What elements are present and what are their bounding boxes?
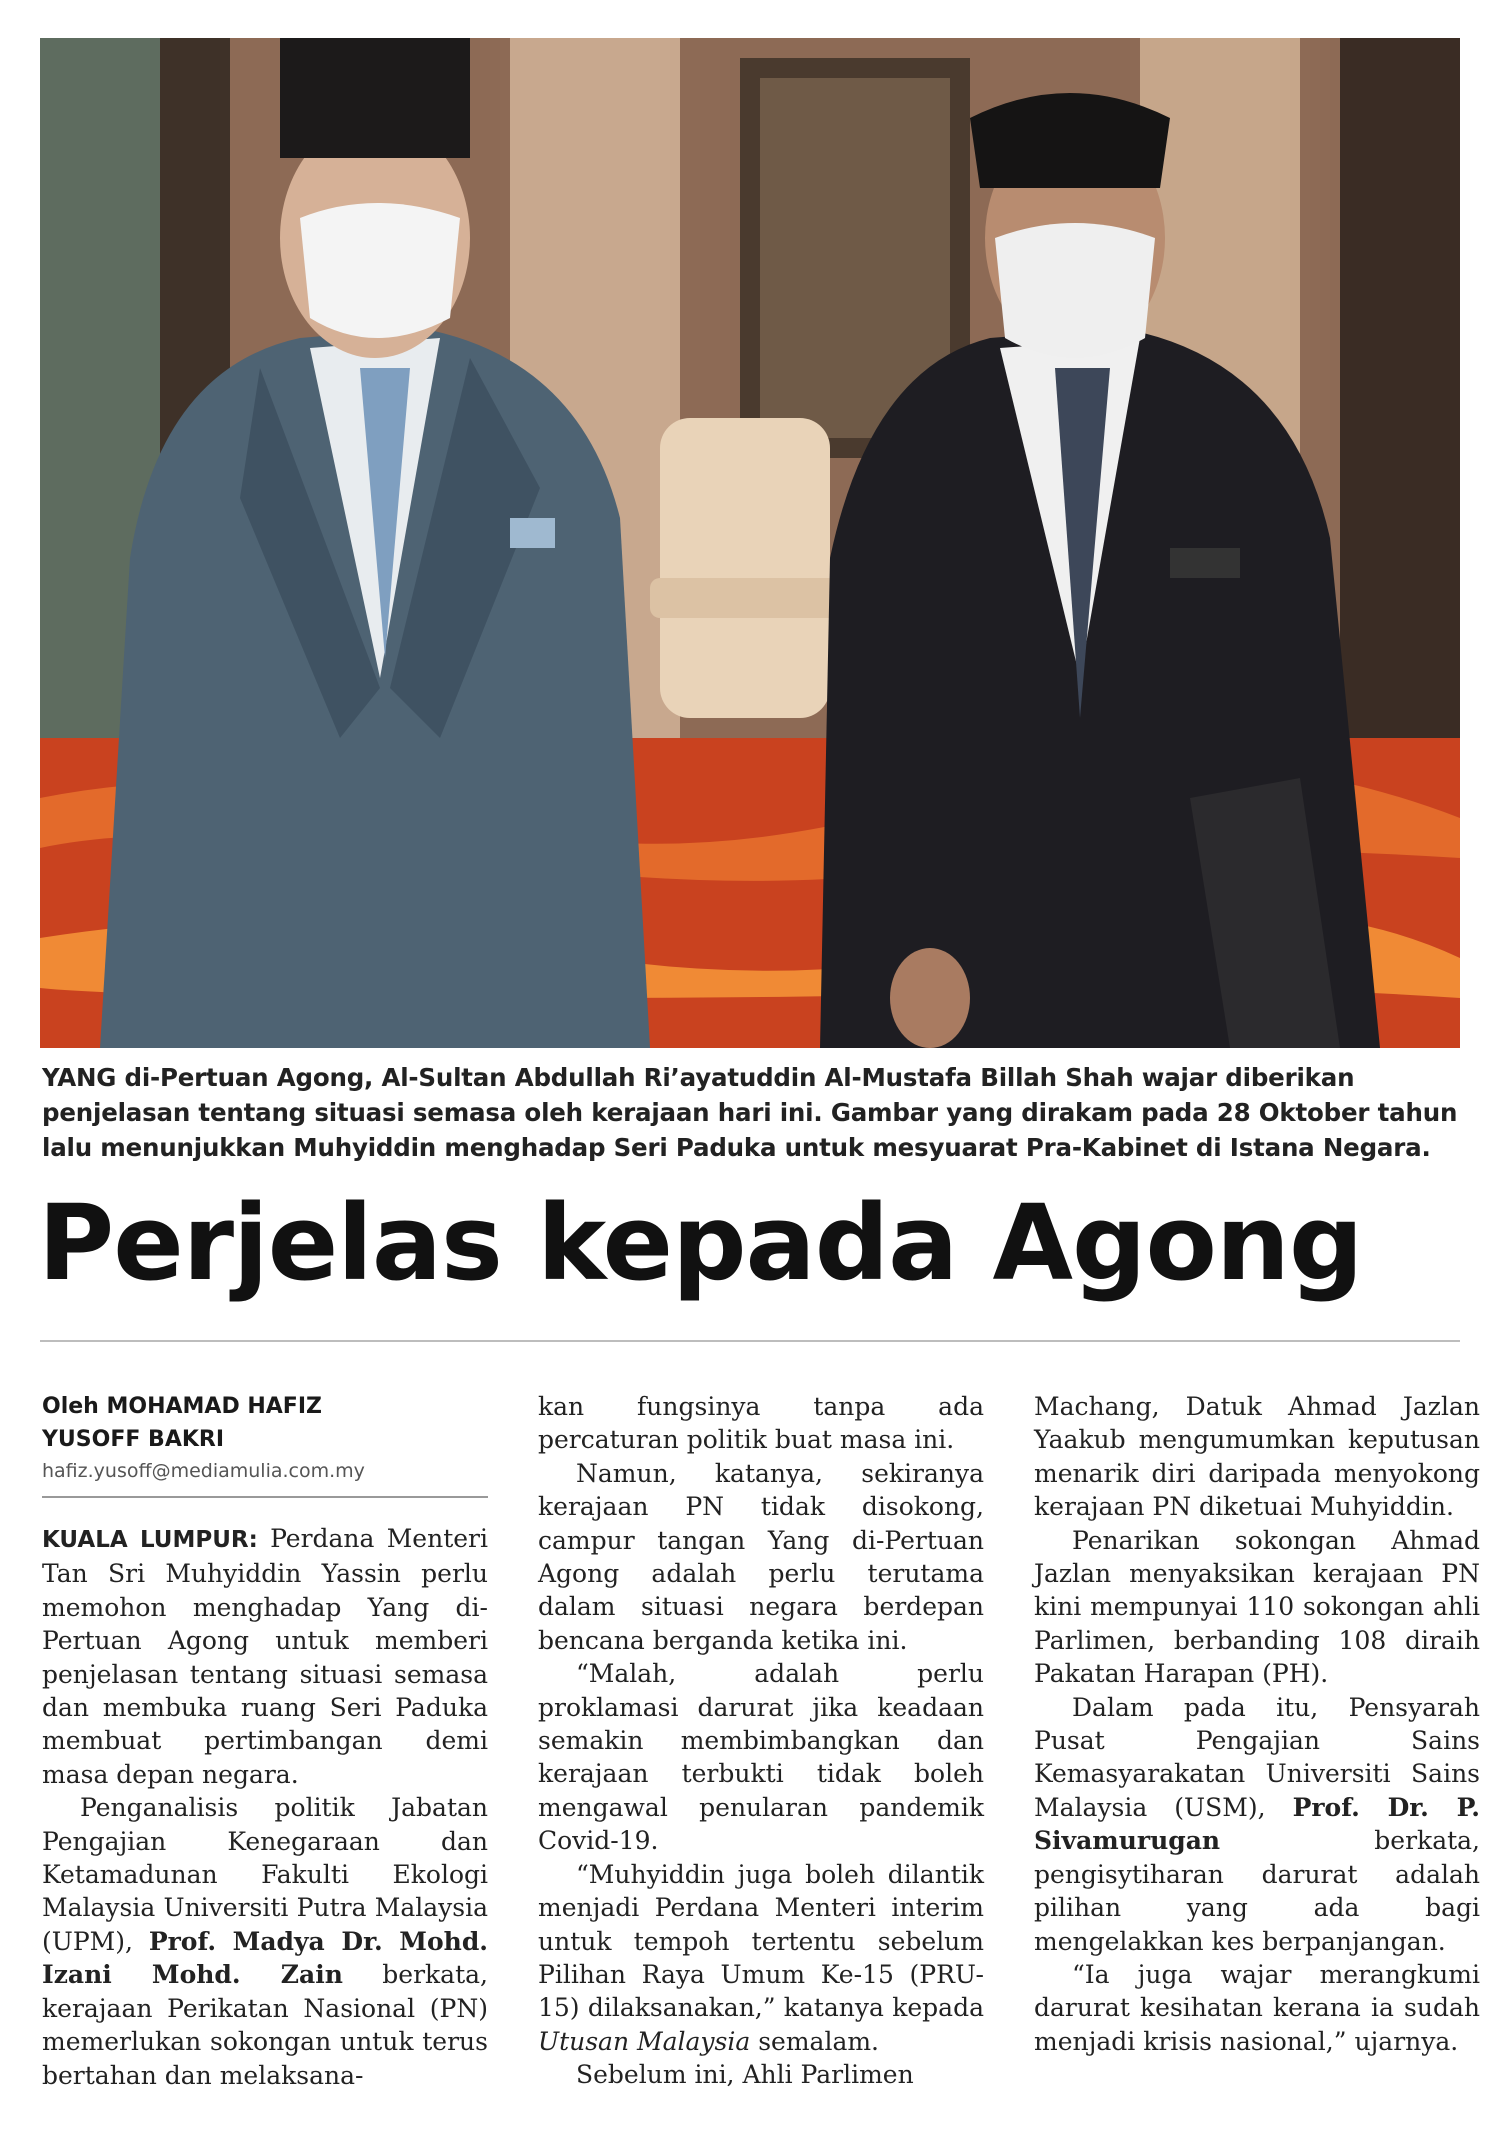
publication-name: Utusan Malaysia (538, 2026, 751, 2056)
byline-email[interactable]: hafiz.yusoff@mediamulia.com.my (42, 1460, 365, 1482)
byline-name-line1: Oleh MOHAMAD HAFIZ (42, 1394, 322, 1419)
article-column-3 (1034, 1390, 1480, 2058)
byline-name-line2: YUSOFF BAKRI (42, 1427, 225, 1452)
paragraph-1: KUALA LUMPUR: Perdana Menteri Tan Sri Muhyiddin Yassin perlu memohon menghadap Yang di-Pertuan Agong untuk memberi penjelasan tentang situasi semasa dan membuka ruang Seri Paduka membuat pertimbangan demi masa depan negara. (42, 1524, 488, 1789)
photo-caption: YANG di-Pertuan Agong, Al-Sultan Abdullah Ri’ayatuddin Al-Mustafa Billah Shah wajar diberikan penjelasan tentang situasi semasa oleh kerajaan hari ini. Gambar yang dirakam pada 28 Oktober tahun lalu menunjukkan Muhyiddin menghadap Seri Paduka untuk mesyuarat Pra-Kabinet di Istana Negara. (42, 1063, 1458, 1162)
headline-divider (40, 1340, 1460, 1342)
paragraph-9: Penarikan sokongan Ahmad Jazlan menyaksikan kerajaan PN kini mempunyai 110 sokongan ahli Parlimen, berbanding 108 diraih Pakatan Harapan (PH). (1034, 1525, 1480, 1689)
byline (42, 1390, 482, 1486)
paragraph-10: Dalam pada itu, Pensyarah Pusat Pengajian Sains Kemasyarakatan Universiti Sains Malaysia (USM), Prof. Dr. P. Sivamurugan berkata, pengisytiharan darurat adalah pilihan yang ada bagi mengelakkan kes berpanjangan. (1034, 1692, 1480, 1956)
headline: Perjelas kepada Agong (38, 1182, 1363, 1304)
news-photo (40, 38, 1460, 1048)
source-name-sivamurugan: Prof. Dr. P. Sivamurugan (1034, 1792, 1480, 1856)
paragraph-6: “Muhyiddin juga boleh dilantik menjadi Perdana Menteri interim untuk tempoh tertentu sebelum Pilihan Raya Umum Ke-15 (PRU-15) dilaksanakan,” katanya kepada Utusan Malaysia semalam. (538, 1859, 984, 2056)
article-column-2 (538, 1390, 984, 2092)
photo-illustration (40, 38, 1460, 1048)
article-column-1 (42, 1522, 488, 2092)
source-name-izani: Prof. Madya Dr. Mohd. Izani Mohd. Zain (42, 1926, 488, 1990)
byline-divider (42, 1496, 488, 1498)
paragraph-2: Penganalisis politik Jabatan Pengajian Kenegaraan dan Ketamadunan Fakulti Ekologi Malaysia Universiti Putra Malaysia (UPM), Prof. Madya Dr. Mohd. Izani Mohd. Zain berkata, kerajaan Perikatan Nasional (PN) memerlukan sokongan untuk terus bertahan dan melaksana- (42, 1793, 488, 2090)
dateline: KUALA LUMPUR: (42, 1527, 258, 1553)
paragraph-11: “Ia juga wajar merangkumi darurat kesihatan kerana ia sudah menjadi krisis nasional,” ujarnya. (1034, 1959, 1480, 2056)
paragraph-3: kan fungsinya tanpa ada percaturan politik buat masa ini. (538, 1392, 984, 1455)
paragraph-8: Machang, Datuk Ahmad Jazlan Yaakub mengumumkan keputusan menarik diri daripada menyokong kerajaan PN diketuai Muhyiddin. (1034, 1392, 1480, 1522)
paragraph-7: Sebelum ini, Ahli Parlimen (576, 2060, 914, 2090)
paragraph-4: Namun, katanya, sekiranya kerajaan PN tidak disokong, campur tangan Yang di-Pertuan Agong adalah perlu terutama dalam situasi negara berdepan bencana berganda ketika ini. (538, 1458, 984, 1655)
paragraph-5: “Malah, adalah perlu proklamasi darurat jika keadaan semakin membimbangkan dan kerajaan terbukti tidak boleh mengawal penularan pandemik Covid-19. (538, 1659, 984, 1856)
